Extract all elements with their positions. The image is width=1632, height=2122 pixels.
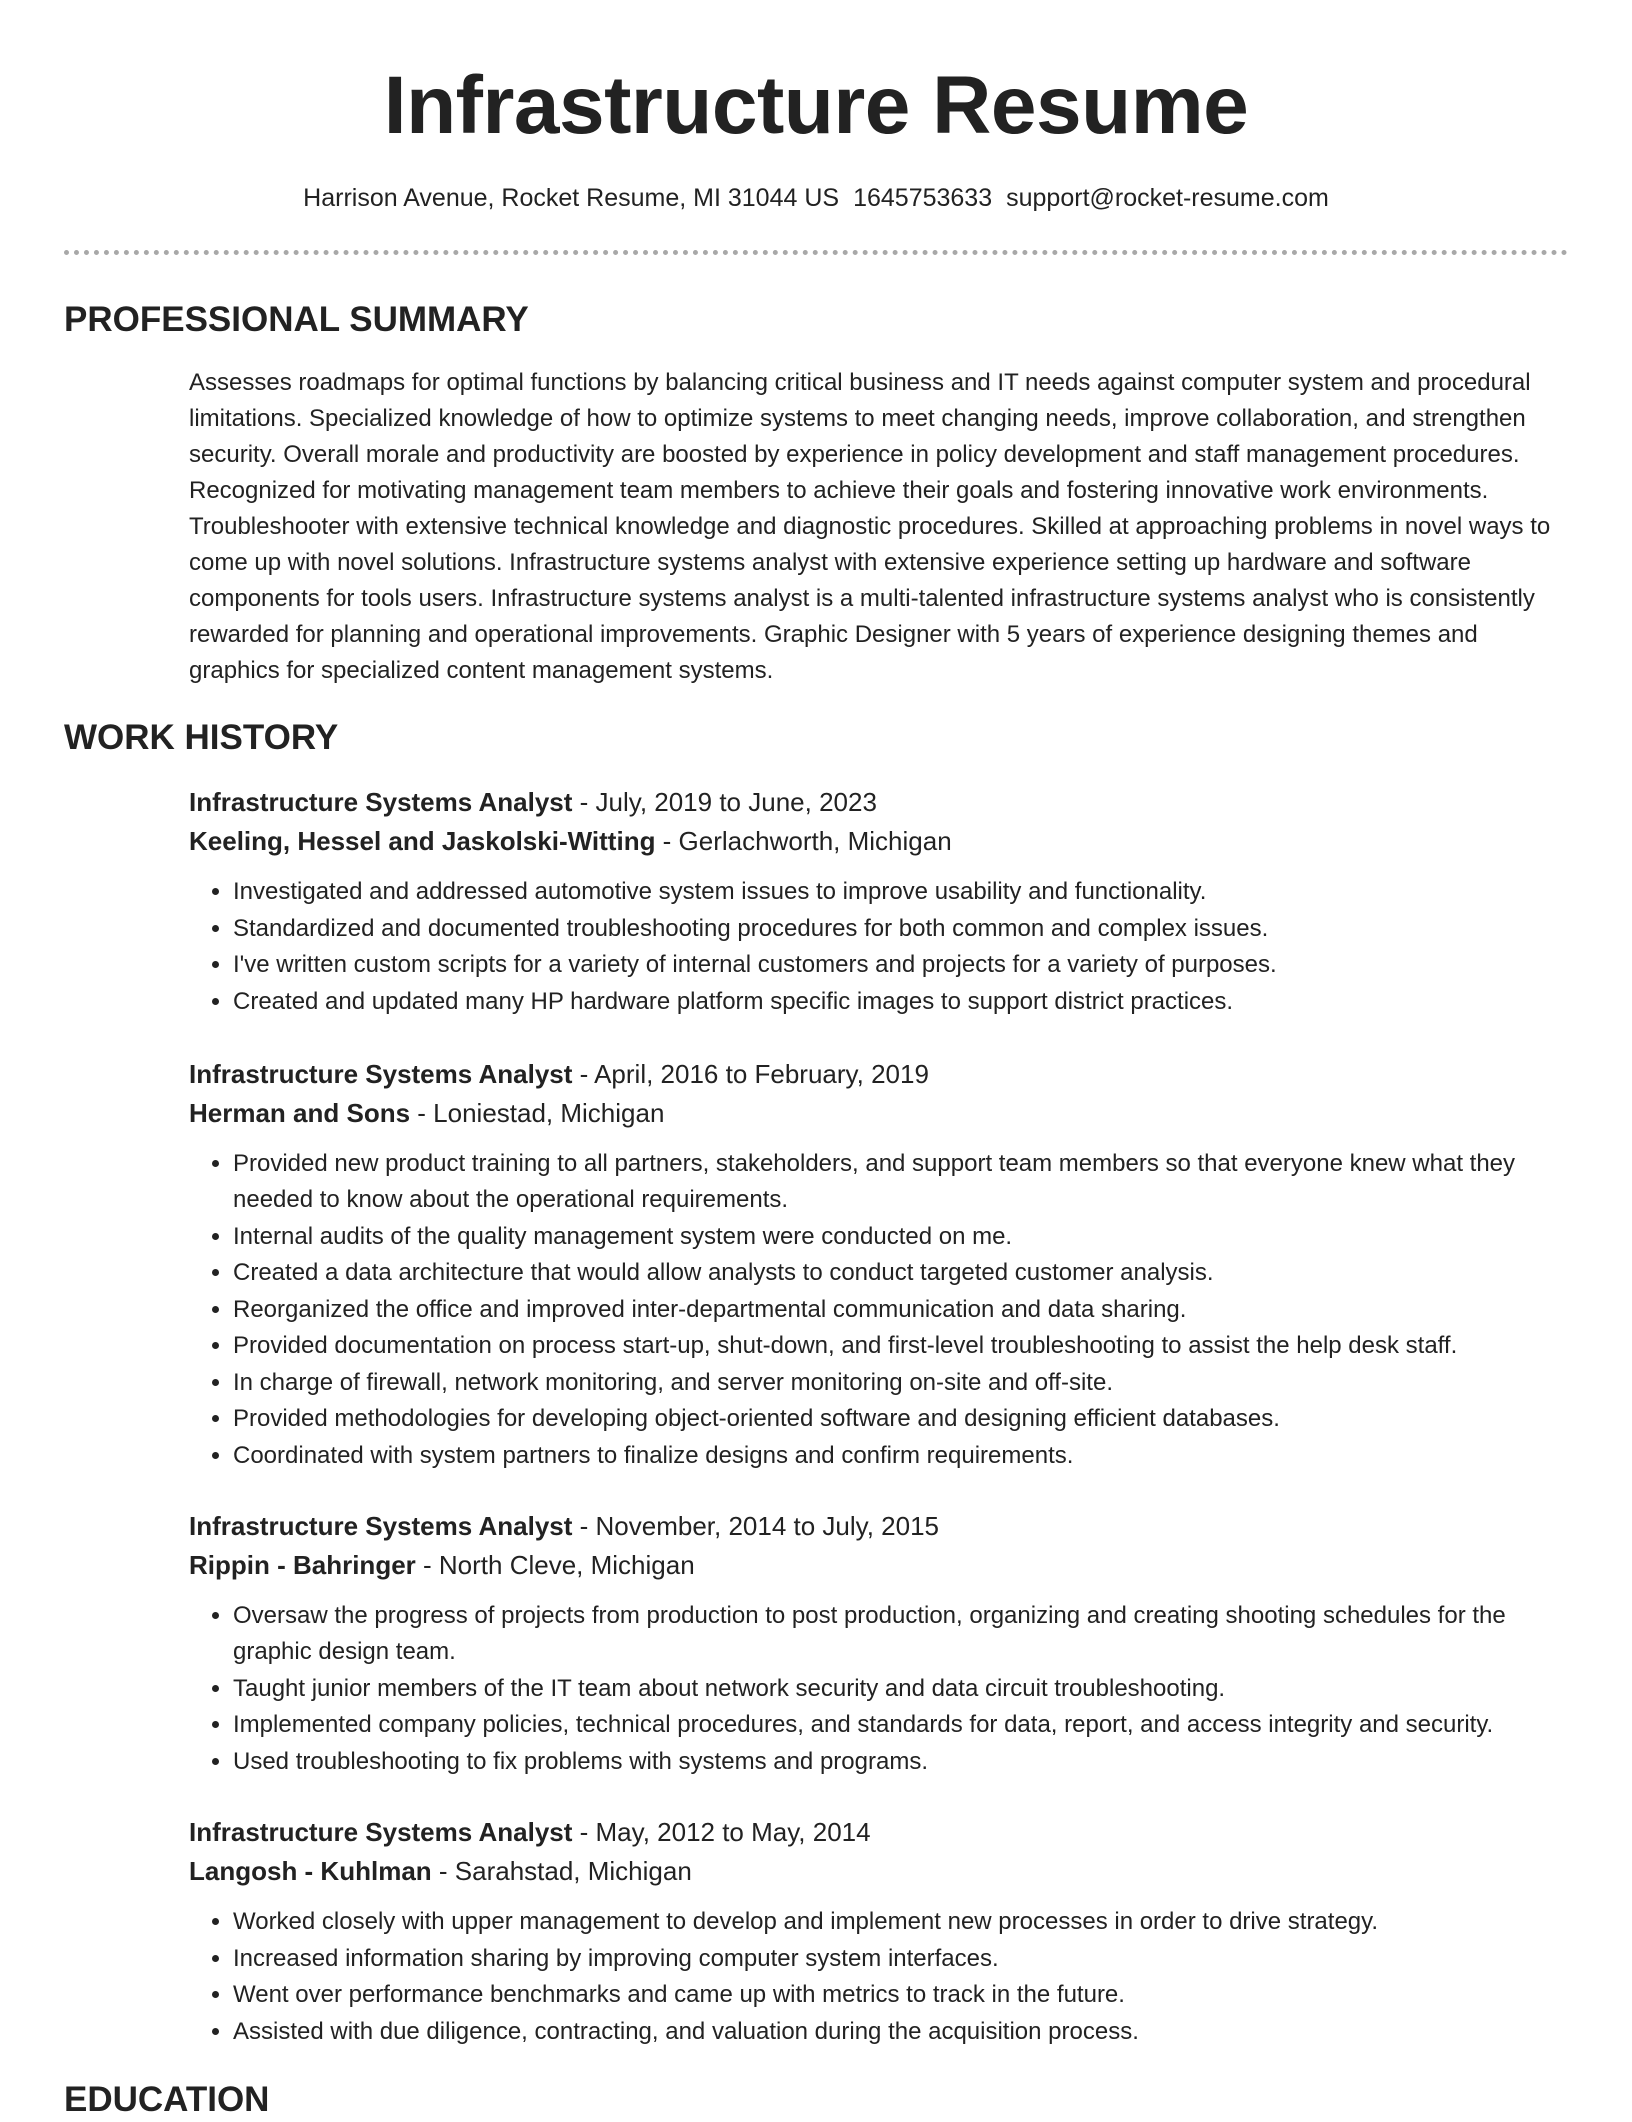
job-title-line — [189, 1507, 1569, 1545]
contact-phone: 1645753633 — [853, 184, 993, 212]
job-company-line — [189, 1546, 1569, 1584]
job-bullets — [189, 1598, 1569, 1780]
job-bullet: • Used troubleshooting to fix problems with systems and programs. — [233, 1744, 1569, 1780]
job-bullet: • Implemented company policies, technical procedures, and standards for data, report, and access integrity and security. — [233, 1707, 1569, 1743]
job-bullet: • I've written custom scripts for a variety of internal customers and projects for a variety of purposes. — [233, 947, 1569, 983]
section-title-education: EDUCATION — [64, 2080, 270, 2119]
job-bullet: • Provided new product training to all partners, stakeholders, and support team members so that everyone knew what they needed to know about the operational requirements. — [233, 1146, 1569, 1218]
job-dates: - May, 2012 to May, 2014 — [572, 1817, 871, 1847]
section-title-summary: PROFESSIONAL SUMMARY — [64, 300, 529, 339]
job-dates: - July, 2019 to June, 2023 — [572, 787, 877, 817]
job-company-line — [189, 1852, 1569, 1890]
contact-email: support@rocket-resume.com — [1006, 184, 1329, 212]
job-company-line — [189, 1094, 1569, 1132]
job-company-line — [189, 822, 1569, 860]
job-bullet: • Provided methodologies for developing object-oriented software and designing efficient databases. — [233, 1401, 1569, 1437]
job-entry — [189, 1507, 1569, 1780]
job-bullet: • Standardized and documented troubleshooting procedures for both common and complex issues. — [233, 911, 1569, 947]
job-bullet: • Internal audits of the quality management system were conducted on me. — [233, 1219, 1569, 1255]
job-bullet: • Created a data architecture that would allow analysts to conduct targeted customer analysis. — [233, 1255, 1569, 1291]
job-bullet: • Coordinated with system partners to finalize designs and confirm requirements. — [233, 1438, 1569, 1474]
job-title-line — [189, 1055, 1569, 1093]
job-bullet: • Provided documentation on process start-up, shut-down, and first-level troubleshooting to assist the help desk staff. — [233, 1328, 1569, 1364]
job-title-line — [189, 783, 1569, 821]
job-bullet: • Assisted with due diligence, contracting, and valuation during the acquisition process. — [233, 2014, 1569, 2050]
job-bullet: • Increased information sharing by improving computer system interfaces. — [233, 1941, 1569, 1977]
job-bullet: • Went over performance benchmarks and came up with metrics to track in the future. — [233, 1977, 1569, 2013]
job-company: Langosh - Kuhlman — [189, 1856, 432, 1886]
contact-line — [0, 181, 1632, 215]
job-role: Infrastructure Systems Analyst — [189, 1059, 573, 1089]
job-role: Infrastructure Systems Analyst — [189, 1817, 573, 1847]
job-dates: - April, 2016 to February, 2019 — [572, 1059, 929, 1089]
job-bullet: • Oversaw the progress of projects from production to post production, organizing and creating shooting schedules for the graphic design team. — [233, 1598, 1569, 1670]
contact-address: Harrison Avenue, Rocket Resume, MI 31044 US — [303, 184, 840, 212]
job-bullet: • Created and updated many HP hardware platform specific images to support district practices. — [233, 984, 1569, 1020]
job-title-line — [189, 1813, 1569, 1851]
job-bullet: • Worked closely with upper management to develop and implement new processes in order to drive strategy. — [233, 1904, 1569, 1940]
job-location: - Sarahstad, Michigan — [431, 1856, 692, 1886]
job-bullet: • Taught junior members of the IT team about network security and data circuit troubleshooting. — [233, 1671, 1569, 1707]
job-role: Infrastructure Systems Analyst — [189, 787, 573, 817]
job-location: - Gerlachworth, Michigan — [655, 826, 952, 856]
header-divider — [64, 250, 1568, 255]
job-company: Keeling, Hessel and Jaskolski-Witting — [189, 826, 656, 856]
job-bullet: • In charge of firewall, network monitoring, and server monitoring on-site and off-site. — [233, 1365, 1569, 1401]
job-bullet: • Reorganized the office and improved inter-departmental communication and data sharing. — [233, 1292, 1569, 1328]
job-role: Infrastructure Systems Analyst — [189, 1511, 573, 1541]
job-company: Herman and Sons — [189, 1098, 411, 1128]
job-bullets — [189, 874, 1569, 1020]
job-location: - North Cleve, Michigan — [415, 1550, 695, 1580]
job-bullet: • Investigated and addressed automotive system issues to improve usability and functionality. — [233, 874, 1569, 910]
job-entry — [189, 1813, 1569, 2050]
job-bullets — [189, 1146, 1569, 1474]
job-entry — [189, 1055, 1569, 1474]
job-company: Rippin - Bahringer — [189, 1550, 416, 1580]
job-dates: - November, 2014 to July, 2015 — [572, 1511, 940, 1541]
summary-text: Assesses roadmaps for optimal functions by balancing critical business and IT needs against computer system and procedural limitations. Specialized knowledge of how to optimize systems to meet changing needs, improve collaboration, and strengthen security. Overall morale and productivity are boosted by experience in policy development and staff management procedures. Recognized for motivating management team members to achieve their goals and fostering innovative work environments. Troubleshooter with extensive technical knowledge and diagnostic procedures. Skilled at approaching problems in novel ways to come up with novel solutions. Infrastructure systems analyst with extensive experience setting up hardware and software components for tools users. Infrastructure systems analyst is a multi-talented infrastructure systems analyst who is consistently rewarded for planning and operational improvements. Graphic Designer with 5 years of experience designing themes and graphics for specialized content management systems. — [189, 369, 1551, 684]
job-location: - Loniestad, Michigan — [410, 1098, 665, 1128]
resume-title: Infrastructure Resume — [383, 60, 1249, 151]
job-entry — [189, 783, 1569, 1020]
job-bullets — [189, 1904, 1569, 2050]
section-title-work-history: WORK HISTORY — [64, 718, 339, 757]
